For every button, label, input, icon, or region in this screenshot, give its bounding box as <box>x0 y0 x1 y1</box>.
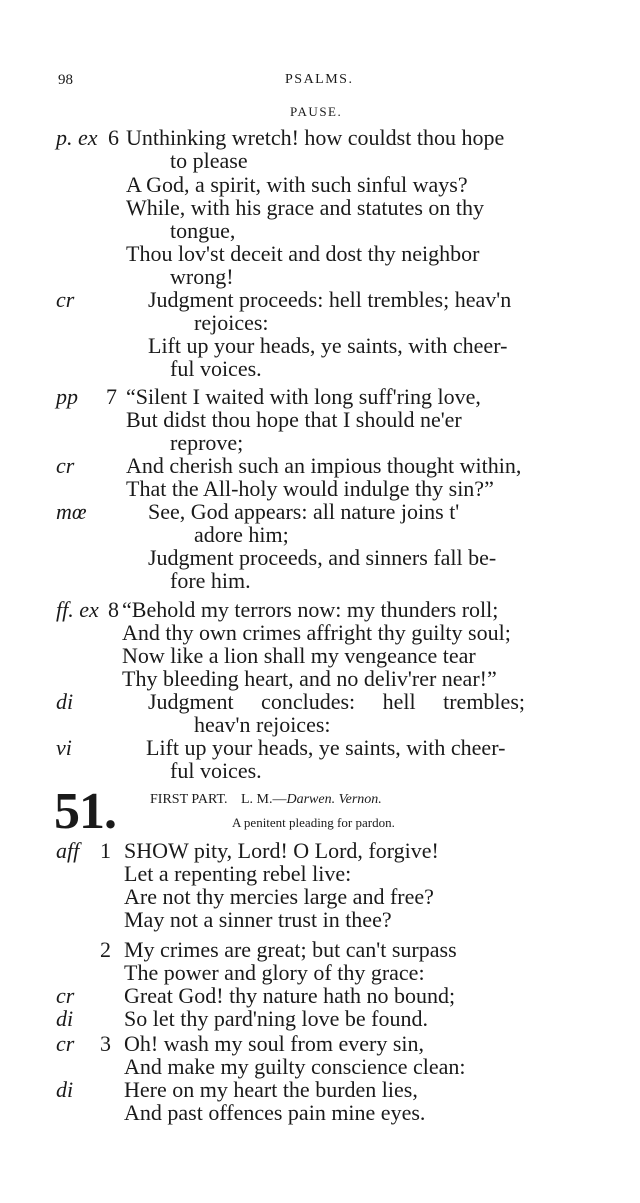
pause-heading: PAUSE. <box>290 104 343 119</box>
verse-line: But didst thou hope that I should ne'er <box>126 407 462 432</box>
chorus-line: Lift up your heads, ye saints, with cheer- <box>146 735 506 760</box>
verse-number-6: 6 <box>108 125 119 150</box>
verse-line: Thou lov'st deceit and dost thy neighbor <box>126 241 480 266</box>
chorus-line: Judgment proceeds, and sinners fall be- <box>148 545 497 570</box>
dynamic-mark-cr: cr <box>56 1031 75 1056</box>
verse-line: tongue, <box>170 218 236 243</box>
verse-line: Oh! wash my soul from every sin, <box>124 1031 425 1056</box>
verse-number-2: 2 <box>100 937 111 962</box>
verse-line: The power and glory of thy grace: <box>124 960 425 985</box>
verse-line: Unthinking wretch! how couldst thou hope <box>126 125 505 150</box>
dynamic-mark-di: di <box>56 1077 74 1102</box>
hymn-part: FIRST PART. <box>150 792 228 807</box>
verse-number-7: 7 <box>106 384 117 409</box>
verse-line: So let thy pard'ning love be found. <box>124 1006 428 1031</box>
verse-line: Here on my heart the burden lies, <box>124 1077 418 1102</box>
dynamic-mark-ff-ex: ff. ex <box>56 597 99 622</box>
verse-line: reprove; <box>170 430 244 455</box>
verse-number-1: 1 <box>100 838 111 863</box>
verse-line: to please <box>170 148 248 173</box>
chorus-line: heav'n rejoices: <box>194 712 331 737</box>
dynamic-mark-di: di <box>56 1006 74 1031</box>
dynamic-mark-di: di <box>56 689 74 714</box>
verse-line: A God, a spirit, with such sinful ways? <box>126 172 468 197</box>
chorus-line: adore him; <box>194 522 289 547</box>
verse-line: “Behold my terrors now: my thunders roll; <box>122 597 499 622</box>
chorus-line: See, God appears: all nature joins t' <box>148 499 460 524</box>
hymn-number: 51. <box>54 783 116 840</box>
verse-line: “Silent I waited with long suff'ring love, <box>126 384 481 409</box>
verse-line: And cherish such an impious thought within, <box>126 453 522 478</box>
chorus-line: Lift up your heads, ye saints, with cheer- <box>148 333 508 358</box>
verse-line: Great God! thy nature hath no bound; <box>124 983 456 1008</box>
chorus-line: fore him. <box>170 568 251 593</box>
running-head: PSALMS. <box>285 72 354 87</box>
verse-line: And make my guilty conscience clean: <box>124 1054 466 1079</box>
verse-line: SHOW pity, Lord! O Lord, forgive! <box>124 838 439 863</box>
hymn-heading <box>150 792 382 808</box>
dynamic-mark-cr: cr <box>56 453 75 478</box>
verse-line: That the All-holy would indulge thy sin?” <box>126 476 494 501</box>
hymn-tunes: Darwen. Vernon. <box>286 792 382 807</box>
verse-line: Now like a lion shall my vengeance tear <box>122 643 476 668</box>
chorus-line: Judgment proceeds: hell trembles; heav'n <box>148 287 512 312</box>
verse-line: My crimes are great; but can't surpass <box>124 937 457 962</box>
page-number: 98 <box>58 72 73 88</box>
verse-line: And thy own crimes affright thy guilty soul; <box>122 620 511 645</box>
verse-line: Let a repenting rebel live: <box>124 861 352 886</box>
dynamic-mark-moe: mœ <box>56 499 87 524</box>
chorus-line: ful voices. <box>170 758 262 783</box>
chorus-line: rejoices: <box>194 310 269 335</box>
verse-line: While, with his grace and statutes on thy <box>126 195 485 220</box>
dynamic-mark-vi: vi <box>56 735 72 760</box>
dynamic-mark-aff: aff <box>56 838 80 863</box>
chorus-line: ful voices. <box>170 356 262 381</box>
dynamic-mark-pp: pp <box>56 384 78 409</box>
dynamic-mark-cr: cr <box>56 983 75 1008</box>
verse-line: May not a sinner trust in thee? <box>124 907 392 932</box>
dynamic-mark-cr: cr <box>56 287 75 312</box>
verse-line: wrong! <box>170 264 234 289</box>
dynamic-mark-v6: p. ex <box>56 125 98 150</box>
verse-line: Are not thy mercies large and free? <box>124 884 434 909</box>
verse-number-8: 8 <box>108 597 119 622</box>
hymn-meter: L. M.— <box>241 792 287 807</box>
verse-line: Thy bleeding heart, and no deliv'rer near!” <box>122 666 497 691</box>
verse-line: And past offences pain mine eyes. <box>124 1100 426 1125</box>
verse-number-3: 3 <box>100 1031 111 1056</box>
hymn-subtitle: A penitent pleading for pardon. <box>232 815 395 830</box>
chorus-line: Judgment concludes: hell trembles; <box>148 689 525 714</box>
